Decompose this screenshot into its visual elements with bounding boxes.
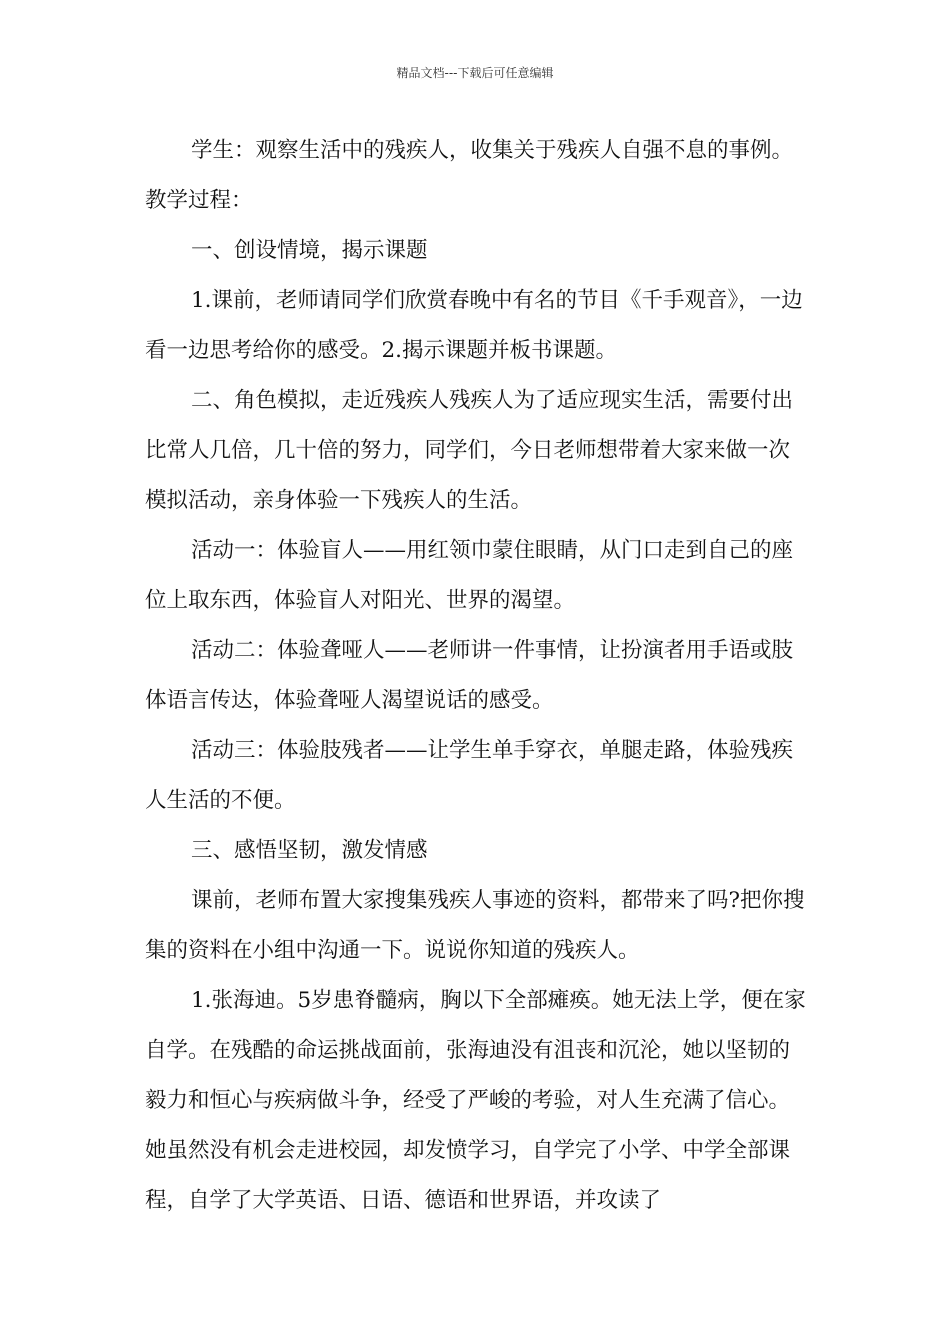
paragraph-teaching-process: 教学过程：	[145, 188, 253, 213]
page-header: 精品文档---下载后可任意编辑	[396, 66, 554, 80]
section-heading-1: 一、创设情境，揭示课题	[191, 238, 428, 263]
section-heading-3: 三、感悟坚韧，激发情感	[191, 838, 428, 863]
paragraph-activity-1: 活动一：体验盲人——用红领巾蒙住眼睛，从门口走到自己的座位上取东西，体验盲人对阳光、世界的渴望。	[145, 538, 794, 613]
paragraph-activity-2: 活动二：体验聋哑人——老师讲一件事情，让扮演者用手语或肢体语言传达，体验聋哑人渴望说话的感受。	[145, 638, 794, 713]
paragraph-collect-materials: 课前，老师布置大家搜集残疾人事迹的资料，都带来了吗?把你搜集的资料在小组中沟通一下。说说你知道的残疾人。	[145, 888, 805, 963]
paragraph-activity-3: 活动三：体验肢残者——让学生单手穿衣，单腿走路，体验残疾人生活的不便。	[145, 738, 794, 813]
section-heading-2: 二、角色模拟，走近残疾人残疾人为了适应现实生活，需要付出比常人几倍，几十倍的努力，同学们，今日老师想带着大家来做一次模拟活动，亲身体验一下残疾人的生活。	[145, 388, 794, 513]
document-body	[145, 126, 810, 1226]
paragraph-zhang-haidi: 1.张海迪。5岁患脊髓病，胸以下全部瘫痪。她无法上学，便在家自学。在残酷的命运挑战面前，张海迪没有沮丧和沉沦，她以坚韧的毅力和恒心与疾病做斗争，经受了严峻的考验，对人生充满了信心。她虽然没有机会走进校园，却发愤学习，自学完了小学、中学全部课程，自学了大学英语、日语、德语和世界语，并攻读了	[145, 988, 806, 1213]
paragraph-preparation: 学生：观察生活中的残疾人，收集关于残疾人自强不息的事例。	[191, 138, 794, 163]
paragraph-step-1: 1.课前，老师请同学们欣赏春晚中有名的节目《千手观音》，一边看一边思考给你的感受。2.揭示课题并板书课题。	[145, 288, 803, 363]
